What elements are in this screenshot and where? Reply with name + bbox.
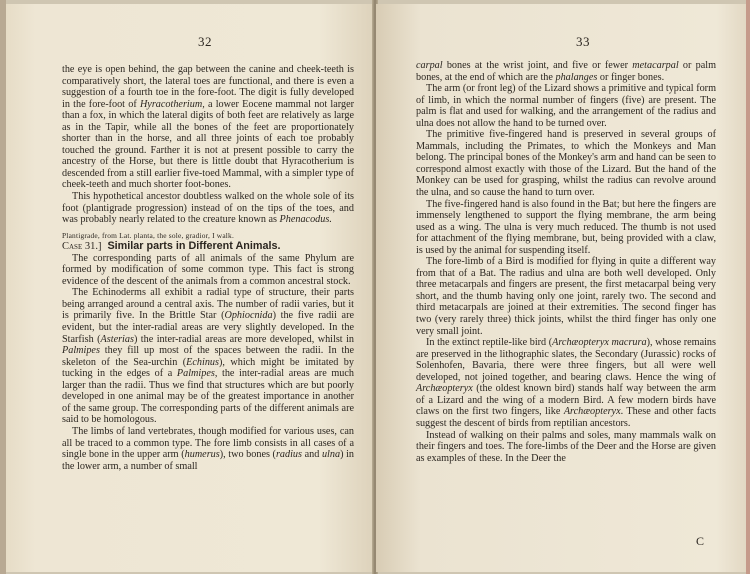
text-run: ) the five radii are evident, but the inter-radial areas are very slightly developed. In the Starfish ( [62,310,354,345]
signature-mark: C [696,534,705,548]
text-run: ), which might be imitated by tucking in the edges of a [62,356,354,380]
paragraph [62,191,354,226]
paragraph [62,253,354,288]
text-run: Instead of walking on their palms and soles, many mammals walk on their fingers and toes. The fore-limbs of the Deer and the Horse are given as examples of these. In the Deer the [416,429,716,464]
text-run: they fill up most of the spaces between the radii. In the skeleton of the Sea-urchin ( [62,345,354,368]
paragraph [416,430,716,465]
italic-term: Phenacodus. [279,214,332,226]
italic-term: phalanges [555,71,598,83]
italic-term: Archæopteryx [416,383,473,395]
italic-term: carpal [416,60,443,71]
text-run: The Echinoderms all exhibit a radial type of structure, their parts being arranged around a central axis. The number of radii varies, but it is primarily five. In the Brittle Star ( [62,287,354,322]
text-run: The fore-limb of a Bird is modified for flying in quite a different way from that of a Bat. The radius and ulna are both well developed. Only three metacarpals and fingers are present, the first metacarpal being very short, and the thumb having only one joint, rarely two. The second and third metacarpals are joined at their extremities. The second finger has two (very rarely three) thick joints, whilst the third finger has only one very small joint. [416,256,716,337]
text-run: The primitive five-fingered hand is preserved in several groups of Mammals, including the Primates, to which the Monkeys and Man belong. The principal bones of the Monkey's arm and hand can be seen to correspond almost exactly with those of the Lizard. But the hand of the Monkey can be used for grasping, whilst the radius can revolve around the ulna, and so cause the hand to turn over. [416,129,716,199]
paragraph [416,129,716,198]
paragraph [416,83,716,129]
italic-term: Archæopteryx macrura [552,337,647,349]
text-run: , the inter-radial areas are much larger than the radii. Thus we find that structures which are but poorly developed in one animal may be of the greatest importance in another of the same group. The corresponding parts of the different animals are said to be homologous. [62,368,354,426]
text-run: The five-fingered hand is also found in the Bat; but here the fingers are immensely lengthened to support the flying membrane, the arm being used as a wing. The ulna is very much reduced. The thumb is not used for attachment of the flying membrane, but, being provided with a claw, is used by the animal for suspending itself. [416,198,716,256]
book-edge-right [746,0,750,574]
text-run: The corresponding parts of all animals of the same Phylum are formed by modification of some common type. This fact is strong evidence of the descent of the animals from a common ancestral stock. [62,252,354,287]
right-page-text [416,60,716,464]
text-run: a lower Eocene mammal not larger than a fox, in which the lateral digits of both feet are relatively as large as in the Tapir, while all the bones of the feet are proportionately shorter than in the horse, and all three joints of each toe probably touched the ground. Farther it is not at present possible to carry the ancestry of the Horse, but there is little doubt that Hyracotherium is descended from a still earlier five-toed Mammal, with a simpler type of cheek-teeth and much shorter foot-bones. [62,98,354,191]
italic-term: Ophiocnida [224,310,273,322]
paragraph [62,64,354,191]
text-run: and [302,449,322,461]
text-run: or finger bones. [597,71,665,83]
case-heading [62,241,354,253]
italic-term: Archæopteryx [563,406,621,418]
paragraph [416,199,716,257]
italic-term: ulna [321,449,341,461]
paragraph [416,60,716,83]
text-run: This hypothetical ancestor doubtless walked on the whole sole of its foot (plantigrade progression) instead of on the tips of the toes, and was probably nearly related to the creature known as [62,191,354,226]
paragraph [416,256,716,337]
text-run: . These and other facts suggest the descent of birds from reptilian ancestors. [416,406,716,429]
text-run: The limbs of land vertebrates, though modified for various uses, can all be traced to a common type. The fore limb consists in all cases of a single bone in the upper arm ( [62,425,354,461]
text-run: In the extinct reptile-like bird ( [426,337,553,349]
italic-term: Palmipes [176,368,215,380]
paragraph [416,337,716,429]
text-run: or palm bones, at the end of which are the [416,60,716,83]
text-run: ) the inter-radial areas are more developed, whilst in [133,333,354,345]
italic-term: Asterias [100,333,134,345]
italic-term: radius [275,449,302,461]
italic-term: Hyracotherium, [139,98,205,110]
left-page [6,4,374,572]
text-run: bones at the wrist joint, and five or fewer [442,60,633,71]
text-run: ) in the lower arm, a number of small [62,449,354,472]
text-run: the eye is open behind, the gap between the canine and cheek-teeth is comparatively short, the lateral toes are functional, and there is even a suggestion of a fourth toe in the fore-foot. The digit is fully developed in the fore-foot of [62,64,354,110]
text-run: The arm (or front leg) of the Lizard shows a primitive and typical form of limb, in which the normal number of fingers (five) are present. The palm is flat and used for walking, and the arrangement of the radius and ulna does not allow the hand to be turned over. [416,83,716,129]
case-title: Similar parts in Different Animals. [107,240,281,253]
paragraph [62,287,354,426]
page-number: 32 [198,34,212,49]
left-page-text [62,64,354,472]
right-page [376,4,746,572]
text-run: ), whose remains are preserved in the lithographic slates, the Secondary (Jurassic) rocks of Solenhofen, Bavaria, there were three fingers, but all were well developed, not joined together, and bearing claws. Hence the wing of [416,337,716,383]
page-number: 33 [576,34,590,49]
italic-term: Echinus [186,356,219,368]
footnote-text: Plantigrade, from Lat. planta, the sole, gradior, I walk. [62,230,235,240]
italic-term: metacarpal [632,60,679,71]
paragraph [62,426,354,472]
italic-term: humerus [184,449,220,461]
text-run: (the oldest known bird) stands half way between the arm of a Lizard and the wing of a modern Bird. A few modern birds have claws on the first two fingers, like [416,383,716,418]
italic-term: Palmipes [62,345,100,357]
text-run: ), two bones ( [219,449,276,461]
case-number: Case 31.] [62,241,102,253]
